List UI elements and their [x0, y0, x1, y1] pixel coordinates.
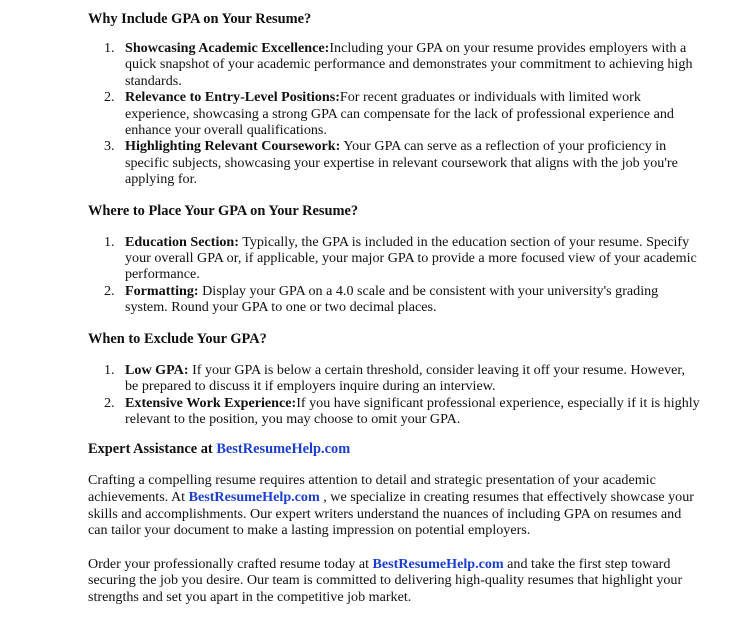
list-item: 2. Formatting: Display your GPA on a 4.0 scale and be consistent with your university's grading system. Round your GPA to one or two decimal places. — [104, 282, 659, 316]
list-item: 3. Highlighting Relevant Coursework: Your GPA can serve as a reflection of your proficiency in specific subjects, showcasing your expertise in relevant coursework that aligns with the job you're applying for. — [104, 138, 678, 188]
document-page — [88, 10, 700, 605]
expert-paragraph-1: Crafting a compelling resume requires attention to detail and strategic presentation of your academic achievements. At BestResumeHelp.com , we specialize in creating resumes that effectively showcase your skills and accomplishments. Our expert writers understand the nuances of including GPA on resumes and can tailor your document to make a lasting impression on potential employers. — [88, 472, 694, 539]
item-title: Extensive Work Experience: — [125, 394, 297, 411]
list-item: 1. Education Section: Typically, the GPA is included in the education section of your resume. Specify your overall GPA or, if applicable, your major GPA to provide a more focused view of your academic performance. — [104, 233, 697, 283]
item-text: Display your GPA on a 4.0 scale and be consistent with your university's grading system. Round your GPA to one or two decimal places. — [125, 282, 659, 316]
why-list — [88, 40, 700, 188]
section-heading-expert: Expert Assistance at BestResumeHelp.com — [88, 441, 351, 458]
item-text: If you have significant professional experience, especially if it is highly relevant to the position, you may choose to omit your GPA. — [125, 394, 700, 427]
item-title: Showcasing Academic Excellence: — [125, 40, 330, 56]
item-title: Education Section: — [125, 233, 239, 250]
item-text: Including your GPA on your resume provides employers with a quick snapshot of your academic performance and demonstrates your commitment to achieving high standards. — [125, 40, 693, 89]
section-heading-where: Where to Place Your GPA on Your Resume? — [88, 202, 359, 219]
item-title: Relevance to Entry-Level Positions: — [125, 89, 340, 106]
list-item: 2. Relevance to Entry-Level Positions:For recent graduates or individuals with limited work experience, showcasing a strong GPA can compensate for the lack of professional experience and enhance your overall qualifications. — [104, 89, 674, 139]
item-text: Your GPA can serve as a reflection of your proficiency in specific subjects, showcasing your expertise in relevant coursework that aligns with the job you're applying for. — [125, 138, 678, 188]
bestresumehelp-link[interactable]: BestResumeHelp.com — [216, 441, 351, 458]
when-list — [88, 362, 700, 428]
list-item: 1. Low GPA: If your GPA is below a certain threshold, consider leaving it off your resume. However, be prepared to discuss it if employers inquire during an interview. — [104, 361, 686, 395]
item-text: Typically, the GPA is included in the education section of your resume. Specify your overall GPA or, if applicable, your major GPA to provide a more focused view of your academic performance. — [125, 233, 697, 283]
list-item: 2. Extensive Work Experience:If you have significant professional experience, especially if it is highly relevant to the position, you may choose to omit your GPA. — [104, 394, 700, 427]
where-list — [88, 234, 700, 316]
list-item: 1. Showcasing Academic Excellence:Including your GPA on your resume provides employers with a quick snapshot of your academic performance and demonstrates your commitment to achieving high standards. — [104, 40, 693, 89]
bestresumehelp-link[interactable]: BestResumeHelp.com — [188, 488, 320, 505]
item-title: Formatting: — [125, 282, 199, 299]
item-title: Low GPA: — [125, 361, 189, 378]
bestresumehelp-link[interactable]: BestResumeHelp.com — [372, 555, 504, 572]
item-title: Highlighting Relevant Coursework: — [125, 138, 341, 155]
expert-paragraph-2: Order your professionally crafted resume today at BestResumeHelp.com and take the first step toward securing the job you desire. Our team is committed to delivering high-quality resumes that highlight your strengths and set you apart in the competitive job market. — [88, 555, 683, 605]
section-heading-when: When to Exclude Your GPA? — [88, 330, 267, 347]
section-heading-why: Why Include GPA on Your Resume? — [88, 11, 312, 27]
item-text: For recent graduates or individuals with limited work experience, showcasing a strong GPA can compensate for the lack of professional experience and enhance your overall qualifications. — [125, 89, 674, 139]
item-text: If your GPA is below a certain threshold, consider leaving it off your resume. However, be prepared to discuss it if employers inquire during an interview. — [125, 361, 686, 395]
